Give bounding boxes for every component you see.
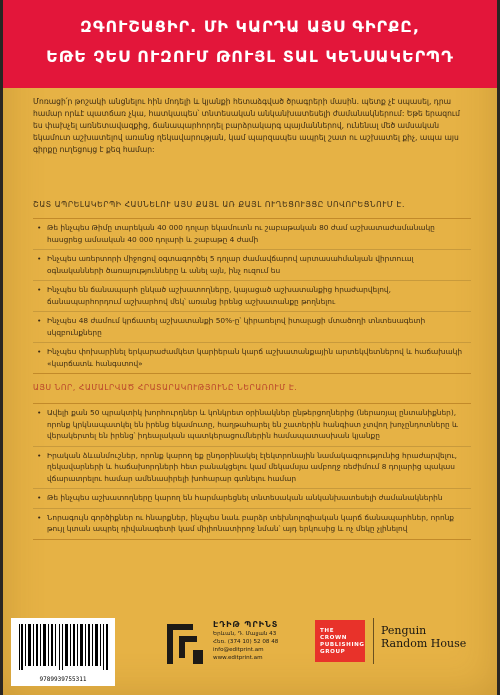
list-item: • Ավելի քան 50 պրակտիկ խորհուրդներ և կոնկրետ օրինակներ ընթերցողներից (ներառյալ ընտանիքներ), որոնք կրկնապատկել են իրենց եկամուտը, հաղթահարել են շատերին հանգիստ չտվող խոչընդոտները և վերակերտել են իրենց՝ իդեալական պատկերացումներին համապատասխան կյանքը bbox=[33, 404, 471, 447]
list-item: • Ինչպես առերտորի միջոցով օգտագործել 5 դոլար ժամավճարով արտասահմանյան վիրտուալ օգնականների ծառայությունները և անել այն, ինչ ուզում ես bbox=[33, 250, 471, 281]
list-item: • Ինչպես են ճանապարհ ընկած աշխատողները, կայացած աշխատանքից հրաժարվելով, ճանապարհորդում աշխարհով մեկ՝ առանց իրենց աշխատանքը թողնելու bbox=[33, 281, 471, 312]
section-1-list bbox=[33, 218, 471, 374]
book-back-cover bbox=[3, 0, 497, 695]
logo-divider bbox=[373, 618, 374, 664]
penguin-random-house-logo: Penguin Random House bbox=[381, 624, 467, 650]
list-item: • Թե ինչպես Թիմը տարեկան 40 000 դոլար եկամուտն ու շաբաթական 80 ժամ աշխատաժամանակը հասցրեց ամսական 40 000 դոլարի և շաբաթը 4 ժամի bbox=[33, 219, 471, 250]
barcode bbox=[11, 618, 115, 686]
section-2-list bbox=[33, 403, 471, 540]
barcode-lines bbox=[17, 624, 109, 670]
list-item: • Նորագույն գործիքներ ու հնարքներ, ինչպես նաև բարձր տեխնոլոգիական կարճ ճանապարհներ, որոնք թույլ կտան ապրել դիվանագետի կամ միլիոնատիրոջ նման՝ այդ երկուսից և ոչ մեկը չլինելով bbox=[33, 509, 471, 539]
publisher-address: Երևան, Դ. Մալյան 43 bbox=[213, 631, 277, 637]
edit-print-logo-icon bbox=[163, 622, 209, 666]
crown-publishing-logo: THE CROWN PUBLISHING GROUP bbox=[315, 620, 365, 662]
section-2-title: ԱՅՍ ՆՈՐ, ՀԱՄԱԼՐՎԱԾ ՀՐԱՏԱՐԱԿՈՒԹՅՈՒՆԸ ՆԵՐԱՌՈՒՄ Է. bbox=[33, 383, 298, 392]
list-item: • Թե ինչպես աշխատողները կարող են հարմարեցնել տնտեսական անկանխատեսելի ժամանակներին bbox=[33, 489, 471, 509]
banner-line-1: ԶԳՈՒՇԱՑԻՐ. ՄԻ ԿԱՐԴԱ ԱՅՍ ԳԻՐՔԸ, bbox=[80, 17, 420, 36]
publisher-site: www.editprint.am bbox=[213, 655, 263, 661]
barcode-number: 9789939755311 bbox=[39, 676, 87, 683]
list-item: • Իրական ձևանմուշներ, որոնք կարող եք ընդօրինակել էլեկտրոնային նամակագրությունից հրաժարվելու, ղեկավարների և հաճախորդների հետ բանակցելու կամ մեկամսյա ամբողջ ռեժիմում 8 դոլարից պակաս վճարատրելու համար ամենասիրելի խոհարար գտնելու համար bbox=[33, 447, 471, 490]
intro-paragraph: Մոռացի՛ր թոշակի անցնելու հին մոդելի և կյանքի հետաձգված ծրագրերի մասին. պետք չէ սպասել, դրա համար որևէ պատճառ չկա, հատկապես՝ տնտեսական անկանխատեսելի ժամանակներում: Եթե երազում ես փախչել առնետավազքից, ճանապարհորդել բարձրակարգ պայմաններով, ունենալ մեծ ամսական եկամուտ աշխատելով առանց ղեկավարության, կամ պարզապես ապրել շատ ու աշխատել քիչ, ապա այս գիրքը ուղեցույց է քեզ համար: bbox=[33, 97, 460, 154]
list-item: • Ինչպես փոխարինել երկարաժամկետ կարիերան կարճ աշխատանքային արտեկվետներով և հաճախակի «կարճատև հանգստով» bbox=[33, 343, 471, 373]
publisher-tel: Հեռ. (374 10) 52 08 48 bbox=[213, 639, 279, 645]
list-item: • Ինչպես 48 ժամում կրճատել աշխատանքի 50%-ը՝ կիրառելով իտալացի մտածողի տնտեսագետի սկզբունքները bbox=[33, 312, 471, 343]
title-banner bbox=[3, 0, 497, 88]
publisher-name: ԷԴԻԹ ՊՐԻՆՏ bbox=[213, 620, 279, 629]
publisher-email: info@editprint.am bbox=[213, 647, 264, 653]
banner-line-2: ԵԹԵ ՉԵՍ ՈՒԶՈՒՄ ԹՈՒՅԼ ՏԱԼ ԿԵՆՍԱԿԵՐՊԴ bbox=[46, 47, 454, 66]
publisher-info bbox=[213, 620, 293, 662]
section-1-title: ՇԱՏ ԱՊՐԵԼԱԿԵՐՊԻ ՀԱՍՆԵԼՈՒ ԱՅՍ ՔԱՅԼ ԱՌ ՔԱՅԼ ՈՒՂԵՑՈՒՅՑԸ ՍՈՎՈՐԵՑՆՈՒՄ Է. bbox=[33, 200, 406, 209]
